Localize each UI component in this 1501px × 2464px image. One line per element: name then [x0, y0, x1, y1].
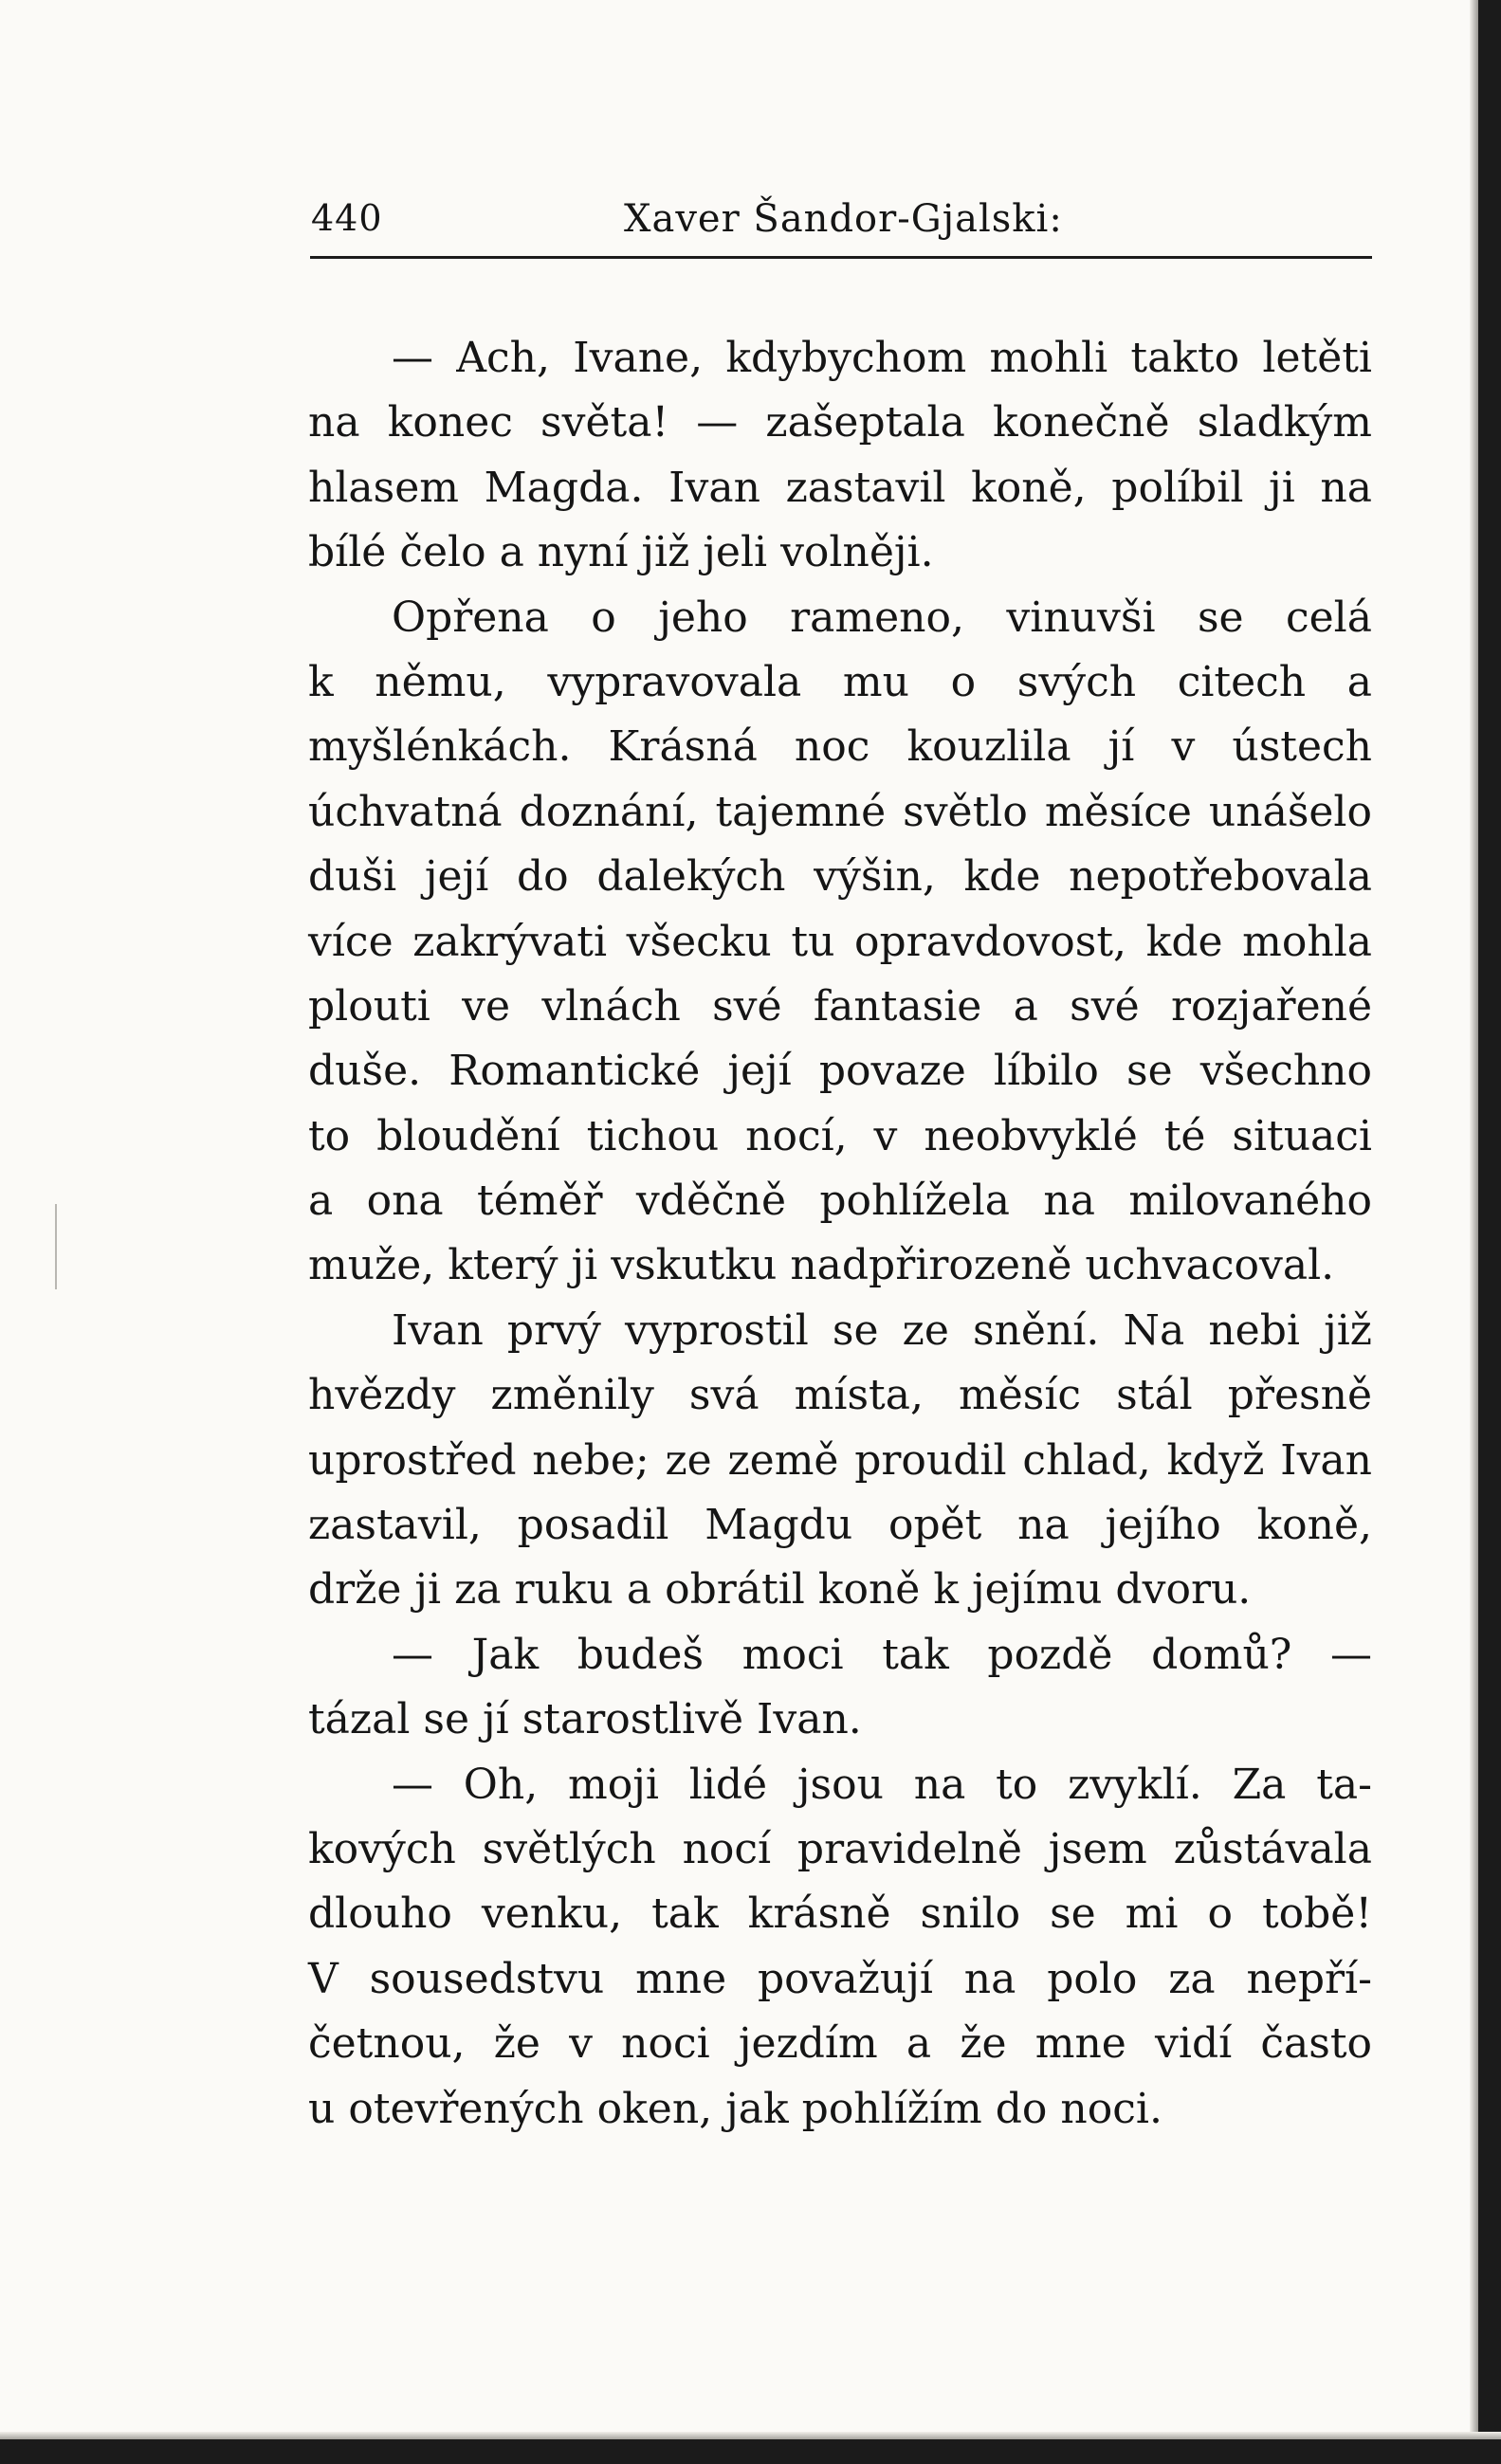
- text-line: dlouho venku, tak krásně snilo se mi o tobě!: [308, 1889, 1372, 1939]
- text-line: hvězdy změnily svá místa, měsíc stál přesně: [308, 1371, 1372, 1420]
- text-line: duše. Romantické její povaze líbilo se všechno: [308, 1047, 1372, 1096]
- text-line: úchvatná doznání, tajemné světlo měsíce unášelo: [308, 787, 1372, 836]
- text-line: myšlénkách. Krásná noc kouzlila jí v ústech: [308, 722, 1372, 772]
- text-line: hlasem Magda. Ivan zastavil koně, políbil ji na: [308, 463, 1372, 512]
- text-line: zastavil, posadil Magdu opět na jejího koně,: [308, 1501, 1372, 1550]
- text-line: Ivan prvý vyprostil se ze snění. Na nebi již: [392, 1305, 1372, 1355]
- margin-mark: [55, 1204, 57, 1289]
- text-line: — Jak budeš moci tak pozdě domů? —: [392, 1630, 1372, 1679]
- text-line: k němu, vypravovala mu o svých citech a: [308, 657, 1372, 706]
- text-line: drže ji za ruku a obrátil koně k jejímu dvoru.: [308, 1565, 1252, 1615]
- page-edge-dark-bottom: [0, 2439, 1501, 2464]
- text-line: u otevřených oken, jak pohlížím do noci.: [308, 2084, 1162, 2133]
- running-title: Xaver Šandor-Gjalski:: [624, 197, 1063, 241]
- text-line: uprostřed nebe; ze země proudil chlad, když Ivan: [308, 1435, 1372, 1485]
- text-line: Opřena o jeho rameno, vinuvši se celá: [392, 593, 1372, 642]
- text-line: muže, který ji vskutku nadpřirozeně uchvacoval.: [308, 1241, 1335, 1290]
- text-line: V sousedstvu mne považují na polo za nepří-: [308, 1954, 1372, 2003]
- text-line: plouti ve vlnách své fantasie a své rozjařené: [308, 981, 1372, 1031]
- text-line: bílé čelo a nyní již jeli volněji.: [308, 528, 934, 577]
- text-line: a ona téměř vděčně pohlížela na milovaného: [308, 1177, 1372, 1226]
- body-text: [308, 326, 1372, 2142]
- text-line: — Ach, Ivane, kdybychom mohli takto letěti: [392, 334, 1372, 382]
- text-line: na konec světa! — zašeptala konečně sladkým: [308, 398, 1372, 447]
- page-number: 440: [311, 197, 383, 239]
- text-line: více zakrývati všecku tu opravdovost, kde mohla: [308, 917, 1372, 966]
- text-line: duši její do dalekých výšin, kde nepotřebovala: [308, 852, 1372, 902]
- text-line: to bloudění tichou nocí, v neobvyklé té situaci: [308, 1111, 1372, 1160]
- text-line: četnou, že v noci jezdím a že mne vidí často: [308, 2019, 1372, 2069]
- running-header: [308, 186, 1370, 252]
- text-line: kových světlých nocí pravidelně jsem zůstávala: [308, 1824, 1372, 1873]
- header-rule: [310, 256, 1372, 259]
- text-line: tázal se jí starostlivě Ivan.: [308, 1695, 862, 1744]
- text-line: — Oh, moji lidé jsou na to zvyklí. Za ta-: [392, 1760, 1372, 1809]
- page-edge-dark-right: [1478, 0, 1501, 2464]
